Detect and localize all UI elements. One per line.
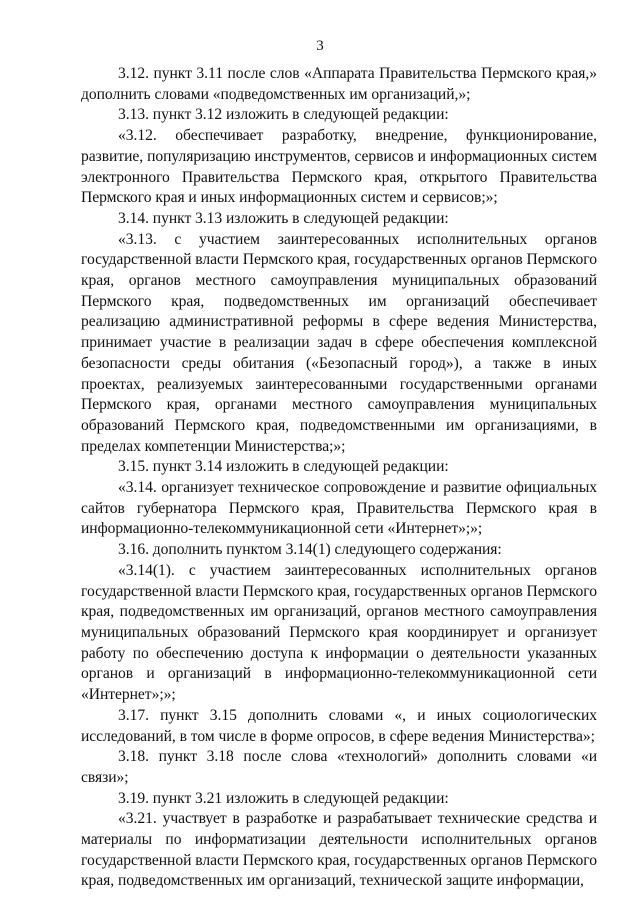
page-number: 3 [316, 38, 324, 54]
paragraph-3-19: 3.19. пункт 3.21 изложить в следующей редакции: [118, 789, 449, 807]
quote-3-21: «3.21. участвует в разработке и разрабатывает технические средства и материалы по информатизации деятельности исполнительных органов государственной власти Пермского края, государственных органов Пермского края, подведомственных им организаций, технической защите информации, [81, 810, 597, 890]
quote-3-14: «3.14. организует техническое сопровождение и развитие официальных сайтов губернатора Пермского края, Правительства Пермского края в информационно-телекоммуникационной сети «Интернет»;»; [81, 479, 597, 538]
paragraph-3-15: 3.15. пункт 3.14 изложить в следующей редакции: [118, 458, 449, 476]
document-body [81, 64, 597, 892]
paragraph-3-17: 3.17. пункт 3.15 дополнить словами «, и иных социологических исследований, в том числе в форме опросов, в сфере ведения Министерства»; [81, 706, 597, 745]
quote-3-12: «3.12. обеспечивает разработку, внедрение, функционирование, развитие, популяризацию инструментов, сервисов и информационных систем электронного Правительства Пермского края, открытого Правительства Пермского края и иных информационных систем и сервисов;»; [81, 127, 597, 207]
paragraph-3-16: 3.16. дополнить пунктом 3.14(1) следующего содержания: [118, 541, 502, 559]
paragraph-3-13: 3.13. пункт 3.12 изложить в следующей редакции: [118, 106, 449, 124]
quote-3-14-1: «3.14(1). с участием заинтересованных исполнительных органов государственной власти Пермского края, государственных органов Пермского края, подведомственных им организаций, органов местного самоуправления муниципальных образований Пермского края координирует и организует работу по обеспечению доступа к информации о деятельности указанных органов и организаций в информационно-телекоммуникационной сети «Интернет»;»; [81, 561, 597, 704]
paragraph-3-12: 3.12. пункт 3.11 после слов «Аппарата Правительства Пермского края,» дополнить словами «подведомственных им организаций,»; [81, 65, 597, 103]
paragraph-3-18: 3.18. пункт 3.18 после слова «технологий» дополнить словами «и связи»; [81, 748, 597, 786]
paragraph-3-14: 3.14. пункт 3.13 изложить в следующей редакции: [118, 209, 449, 227]
quote-3-13: «3.13. с участием заинтересованных исполнительных органов государственной власти Пермского края, государственных органов Пермского края, органов местного самоуправления муниципальных образований Пермского края, подведомственных им организаций обеспечивает реализацию административной реформы в сфере ведения Министерства, принимает участие в реализации задач в сфере обеспечения комплексной безопасности среды обитания («Безопасный город»), а также в иных проектах, реализуемых заинтересованными государственными органами Пермского края, органами местного самоуправления муниципальных образований Пермского края, подведомственными им организациями, в пределах компетенции Министерства;»; [81, 230, 597, 455]
